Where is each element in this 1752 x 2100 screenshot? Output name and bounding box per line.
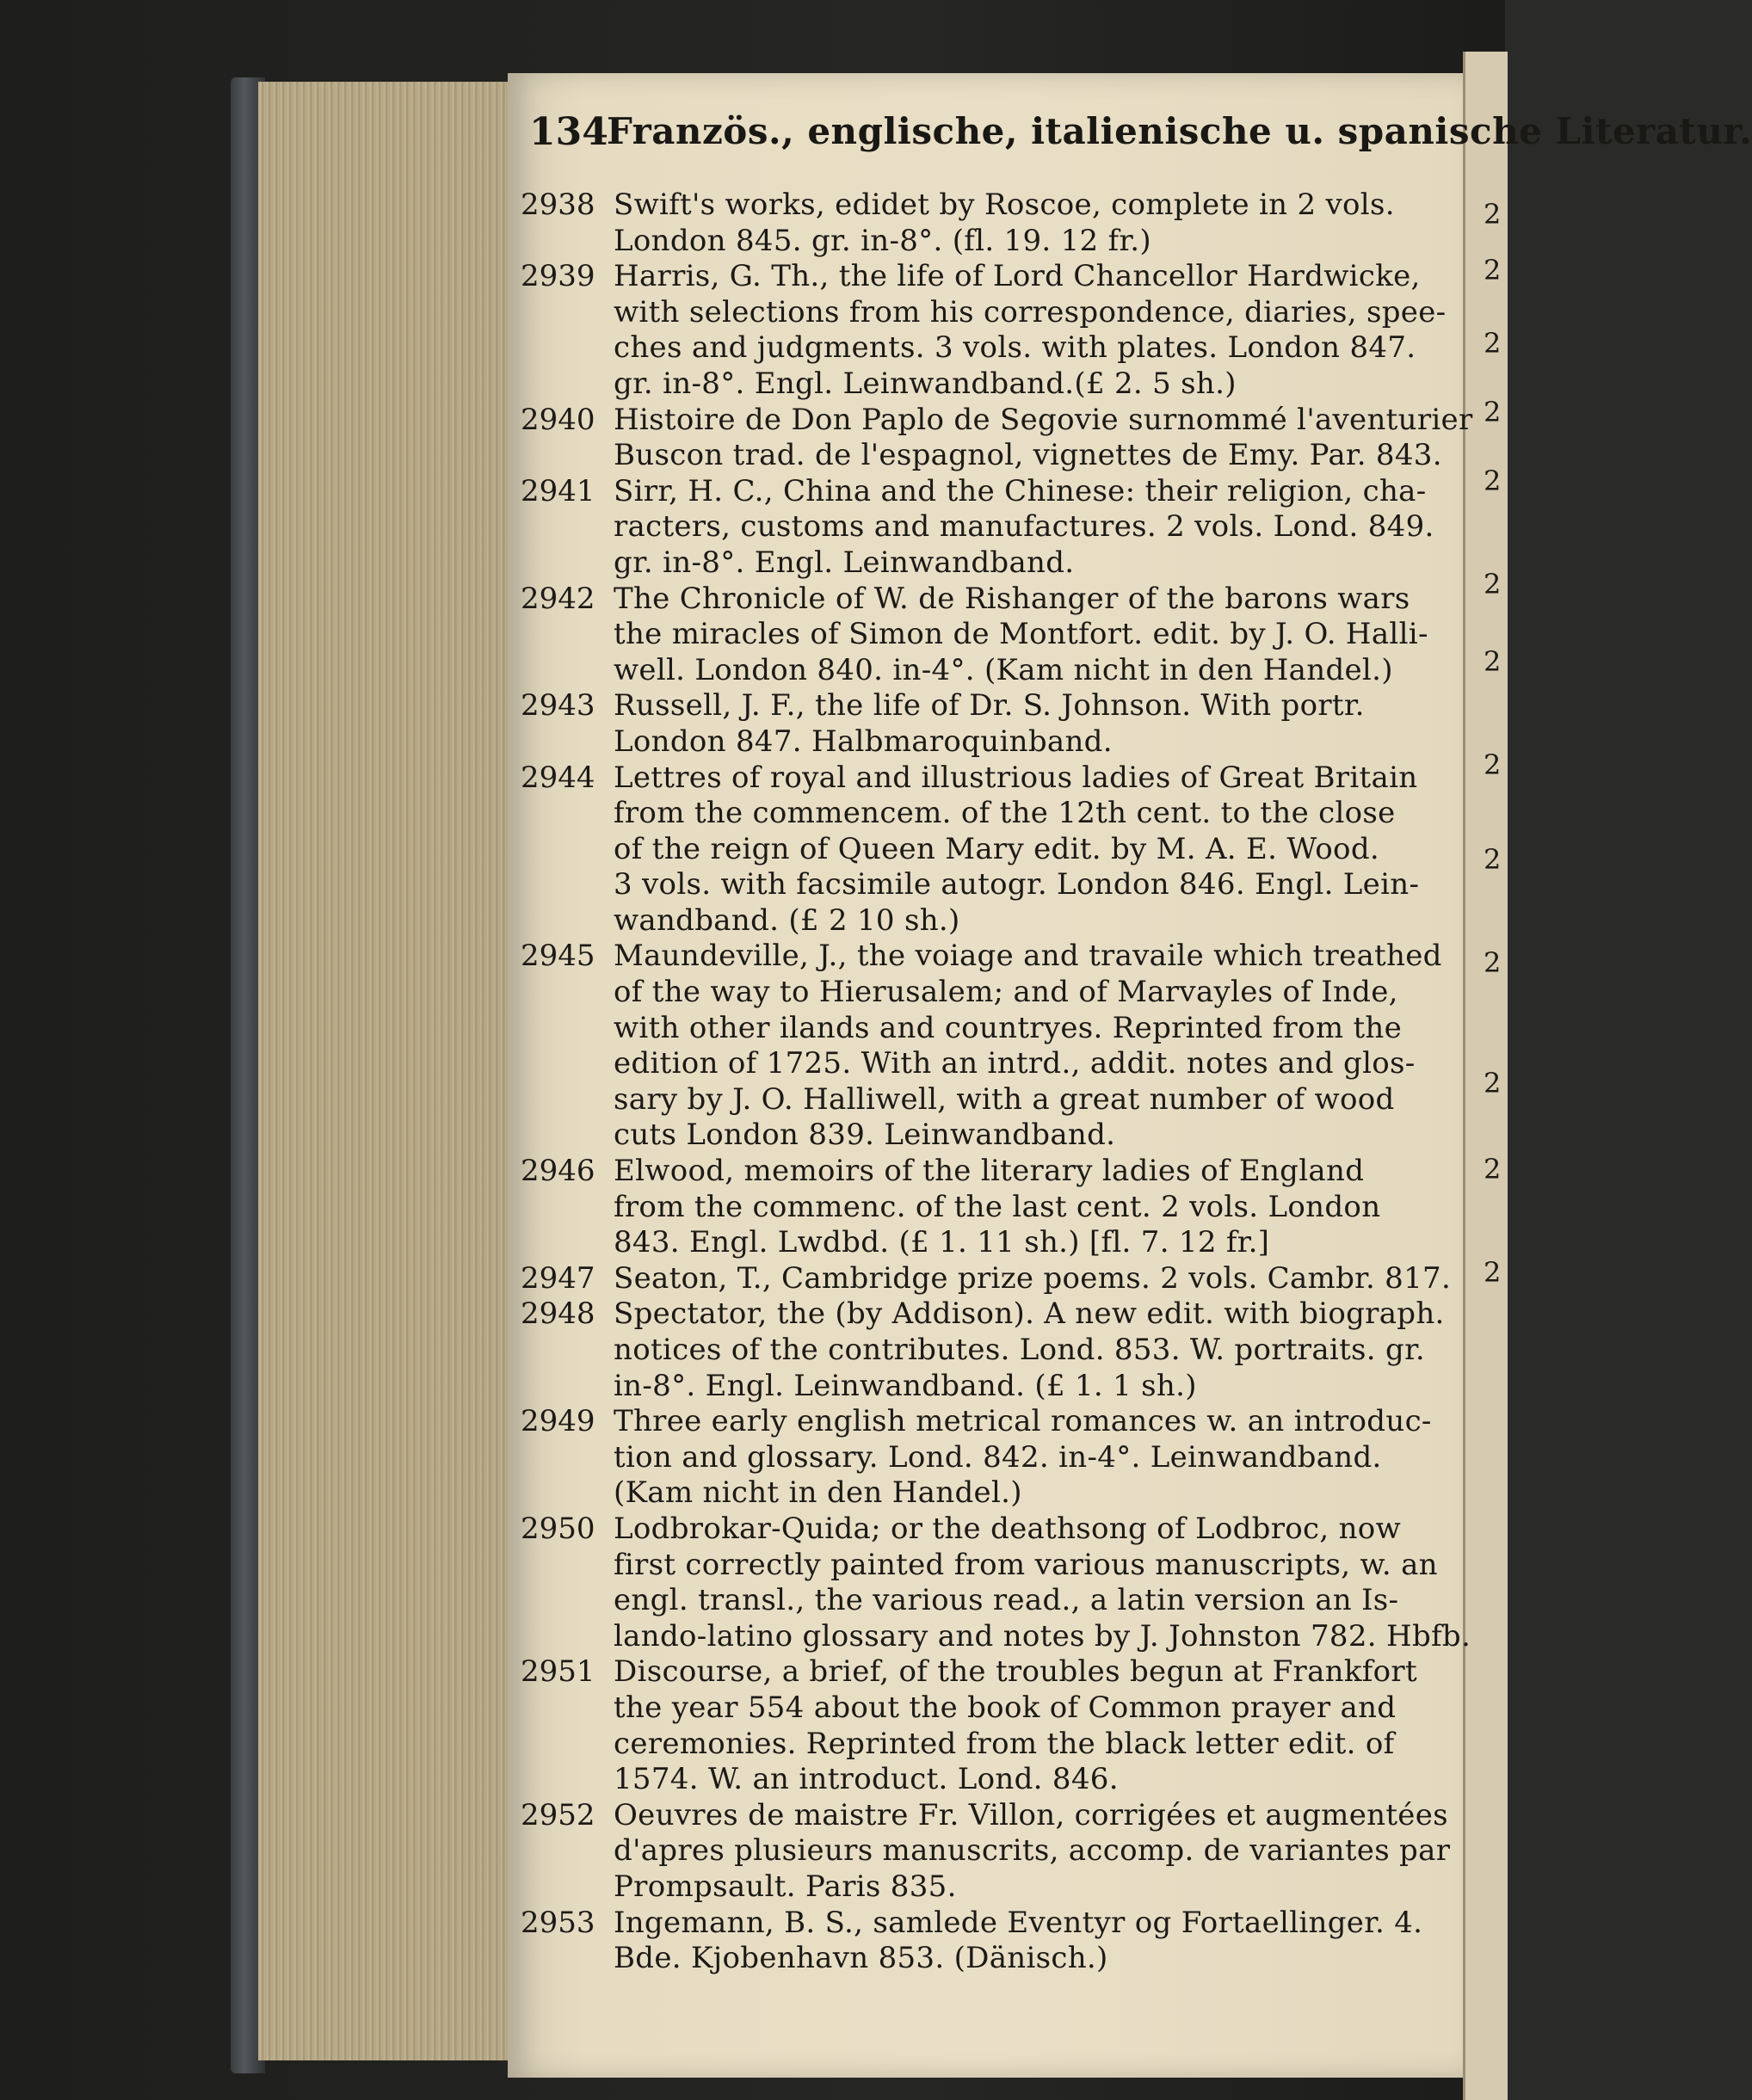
entry-number: 2943: [521, 688, 595, 724]
entry-line: gr. in-8°. Engl. Leinwandband.(£ 2. 5 sh.): [614, 366, 1237, 401]
margin-glyph: 2: [1484, 645, 1502, 678]
catalog-entry: [516, 188, 1459, 259]
entry-line: Harris, G. Th., the life of Lord Chancellor Hardwicke,: [614, 259, 1421, 294]
entry-line: Three early english metrical romances w. an introduc-: [614, 1404, 1432, 1439]
entry-number: 2948: [521, 1296, 595, 1332]
entry-text: [614, 939, 1459, 1154]
entry-line: Prompsault. Paris 835.: [614, 1869, 957, 1904]
entry-text: [614, 403, 1473, 474]
entry-line: wandband. (£ 2 10 sh.): [614, 902, 960, 938]
margin-glyph: 2: [1484, 327, 1502, 360]
entry-line: (Kam nicht in den Handel.): [614, 1475, 1022, 1511]
entry-number: 2953: [521, 1905, 595, 1940]
entry-line: Buscon trad. de l'espagnol, vignettes de Emy. Par. 843.: [614, 438, 1442, 473]
entry-number: 2940: [521, 402, 595, 437]
entry-line: cuts London 839. Leinwandband.: [614, 1118, 1116, 1153]
margin-glyph: 2: [1484, 465, 1502, 497]
entry-text: [614, 582, 1459, 689]
catalog-entry: [516, 1404, 1459, 1512]
entry-line: well. London 840. in-4°. (Kam nicht in den Handel.): [614, 652, 1393, 687]
entry-line: ches and judgments. 3 vols. with plates. London 847.: [614, 330, 1416, 366]
entry-text: [614, 1154, 1459, 1261]
entry-line: London 847. Halbmaroquinband.: [614, 724, 1113, 759]
entry-number: 2941: [521, 473, 595, 508]
margin-glyph: 2: [1484, 946, 1502, 979]
catalog-entry: [516, 1511, 1471, 1654]
catalog-entry: [516, 1906, 1459, 1977]
entry-text: [614, 188, 1459, 259]
catalog-entry: [516, 1654, 1459, 1797]
entry-line: Discourse, a brief, of the troubles begun at Frankfort: [614, 1654, 1417, 1690]
entry-number: 2944: [521, 760, 595, 795]
entry-line: Spectator, the (by Addison). A new edit. with biograph.: [614, 1296, 1445, 1332]
entry-line: sary by J. O. Halliwell, with a great number of wood: [614, 1081, 1395, 1117]
entry-text: [614, 474, 1459, 582]
entry-line: Swift's works, edidet by Roscoe, complete in 2 vols.: [614, 188, 1395, 222]
catalog-entry: [516, 582, 1459, 689]
entry-line: from the commenc. of the last cent. 2 vols. London: [614, 1189, 1381, 1224]
entry-line: Ingemann, B. S., samlede Eventyr og Fortaellinger. 4.: [614, 1905, 1423, 1940]
entry-line: engl. transl., the various read., a latin version an Is-: [614, 1583, 1399, 1618]
entry-number: 2945: [521, 939, 595, 974]
entry-text: [614, 1512, 1471, 1654]
catalog-entry: [516, 259, 1459, 402]
entry-line: 3 vols. with facsimile autogr. London 846. Engl. Lein-: [614, 867, 1420, 902]
entry-text: [614, 1906, 1459, 1977]
entry-text: [614, 1261, 1459, 1297]
catalog-entry: [516, 1261, 1459, 1297]
entry-line: ceremonies. Reprinted from the black letter edit. of: [614, 1726, 1395, 1761]
entry-number: 2952: [521, 1797, 595, 1832]
entry-line: edition of 1725. With an intrd., addit. notes and glos-: [614, 1046, 1416, 1081]
entry-line: gr. in-8°. Engl. Leinwandband.: [614, 545, 1075, 580]
facing-page-margin: [1482, 189, 1505, 1566]
margin-glyph: 2: [1484, 843, 1502, 876]
entry-number: 2949: [521, 1404, 595, 1439]
catalog-entry: [516, 1798, 1459, 1906]
entry-line: tion and glossary. Lond. 842. in-4°. Leinwandband.: [614, 1439, 1382, 1475]
entry-number: 2951: [521, 1654, 595, 1690]
margin-glyph: 2: [1484, 568, 1502, 600]
entry-line: with selections from his correspondence, diaries, spee-: [614, 294, 1447, 329]
page-number: 134: [529, 110, 608, 154]
running-title: Französ., englische, italienische u. spanische Literatur.: [607, 110, 1752, 152]
entry-line: The Chronicle of W. de Rishanger of the barons wars: [614, 581, 1410, 616]
entry-line: Russell, J. F., the life of Dr. S. Johnson. With portr.: [614, 688, 1365, 724]
entry-text: [614, 1798, 1459, 1906]
entry-line: Oeuvres de maistre Fr. Villon, corrigées et augmentées: [614, 1797, 1448, 1832]
entry-line: London 845. gr. in-8°. (fl. 19. 12 fr.): [614, 223, 1151, 258]
entry-line: the year 554 about the book of Common prayer and: [614, 1690, 1397, 1725]
entry-line: Sirr, H. C., China and the Chinese: their religion, cha-: [614, 473, 1427, 508]
catalog-entry: [516, 688, 1459, 760]
entry-text: [614, 1296, 1459, 1404]
margin-glyph: 2: [1484, 1256, 1502, 1289]
entry-line: racters, customs and manufactures. 2 vols. Lond. 849.: [614, 509, 1434, 545]
entry-line: Bde. Kjobenhavn 853. (Dänisch.): [614, 1941, 1108, 1976]
catalog-entries: [516, 188, 1473, 1977]
catalog-entry: [516, 402, 1473, 474]
entry-line: Maundeville, J., the voiage and travaile which treathed: [614, 939, 1442, 974]
entry-text: [614, 1654, 1459, 1797]
entry-number: 2946: [521, 1154, 595, 1189]
margin-glyph: 2: [1484, 1153, 1502, 1185]
margin-glyph: 2: [1484, 1067, 1502, 1099]
entry-line: of the reign of Queen Mary edit. by M. A. E. Wood.: [614, 831, 1380, 866]
entry-line: Lodbrokar-Quida; or the deathsong of Lodbroc, now: [614, 1511, 1401, 1546]
entry-text: [614, 761, 1459, 939]
catalog-entry: [516, 1296, 1459, 1404]
entry-number: 2938: [521, 188, 595, 222]
catalog-entry: [516, 939, 1459, 1154]
margin-glyph: 2: [1484, 198, 1502, 231]
entry-line: 1574. W. an introduct. Lond. 846.: [614, 1762, 1119, 1797]
entry-number: 2942: [521, 581, 595, 616]
margin-glyph: 2: [1484, 748, 1502, 781]
page-edges: [258, 82, 534, 2060]
entry-line: the miracles of Simon de Montfort. edit. by J. O. Halli-: [614, 617, 1428, 652]
entry-number: 2939: [521, 259, 595, 294]
margin-glyph: 2: [1484, 396, 1502, 428]
catalog-entry: [516, 474, 1459, 582]
entry-line: Seaton, T., Cambridge prize poems. 2 vols. Cambr. 817.: [614, 1260, 1452, 1296]
entry-line: 843. Engl. Lwdbd. (£ 1. 11 sh.) [fl. 7. 12 fr.]: [614, 1225, 1270, 1260]
entry-line: first correctly painted from various manuscripts, w. an: [614, 1547, 1438, 1582]
entry-line: in-8°. Engl. Leinwandband. (£ 1. 1 sh.): [614, 1368, 1197, 1403]
margin-glyph: 2: [1484, 254, 1502, 286]
entry-line: lando-latino glossary and notes by J. Johnston 782. Hbfb.: [614, 1618, 1471, 1654]
entry-line: with other ilands and countryes. Reprinted from the: [614, 1010, 1403, 1045]
entry-line: notices of the contributes. Lond. 853. W. portraits. gr.: [614, 1333, 1426, 1367]
entry-line: from the commencem. of the 12th cent. to the close: [614, 796, 1396, 831]
catalog-entry: [516, 1154, 1459, 1261]
entry-line: d'apres plusieurs manuscrits, accomp. de variantes par: [614, 1833, 1451, 1869]
entry-number: 2947: [521, 1260, 595, 1296]
entry-text: [614, 1404, 1459, 1512]
page-header: [529, 110, 1752, 162]
entry-line: Elwood, memoirs of the literary ladies of England: [614, 1154, 1365, 1189]
entry-text: [614, 688, 1459, 760]
entry-number: 2950: [521, 1511, 595, 1546]
entry-line: Histoire de Don Paplo de Segovie surnommé l'aventurier: [614, 402, 1473, 437]
entry-text: [614, 259, 1459, 402]
entry-line: of the way to Hierusalem; and of Marvayles of Inde,: [614, 975, 1398, 1010]
catalog-entry: [516, 761, 1459, 939]
entry-line: Lettres of royal and illustrious ladies of Great Britain: [614, 760, 1418, 795]
